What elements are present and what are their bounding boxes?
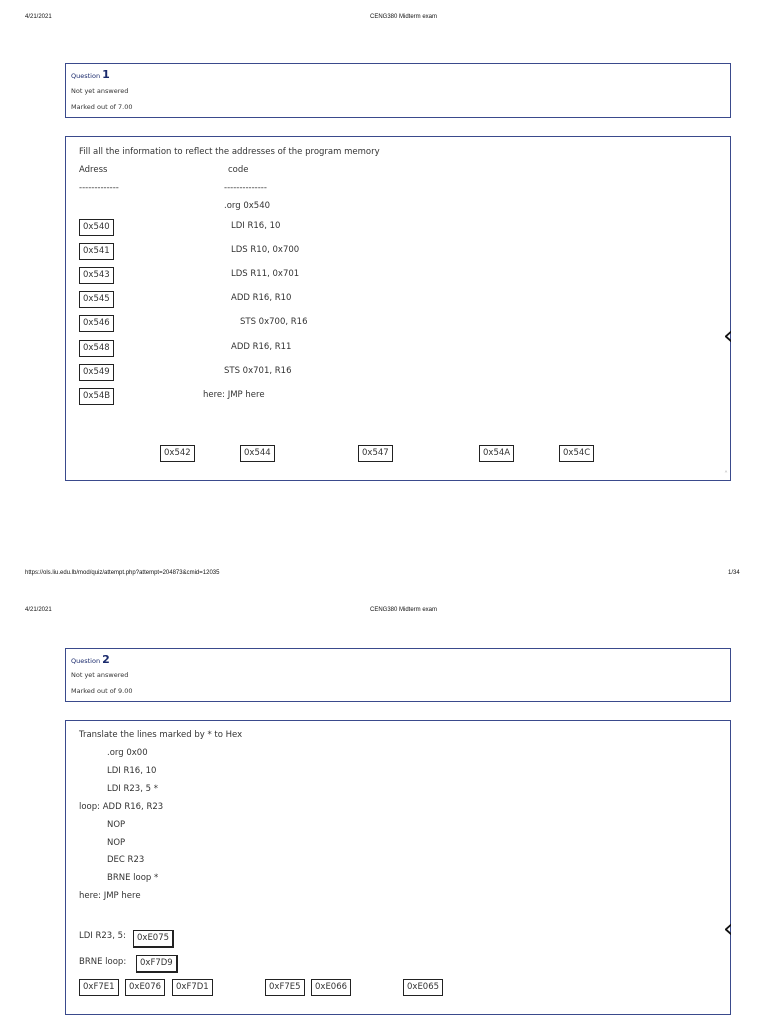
answer-option[interactable]: 0x54C <box>559 445 594 462</box>
question-marks: Marked out of 9.00 <box>71 687 133 695</box>
code-line: LDS R10, 0x700 <box>231 245 300 255</box>
question-status: Not yet answered <box>71 87 129 95</box>
question-label: Question <box>71 72 101 80</box>
asm-line: BRNE loop * <box>107 873 159 883</box>
question-marks: Marked out of 7.00 <box>71 103 133 111</box>
asm-line: NOP <box>107 838 126 848</box>
code-line: LDI R16, 10 <box>231 221 281 231</box>
address-drop-box[interactable]: 0x541 <box>79 243 114 260</box>
answer-option[interactable]: 0xF7D1 <box>172 979 213 996</box>
answer-option[interactable]: 0xF7E1 <box>79 979 119 996</box>
asm-line: NOP <box>107 820 126 830</box>
answer-option[interactable]: 0xF7E5 <box>265 979 305 996</box>
question-2-info <box>65 648 731 702</box>
page-title: CENG380 Midterm exam <box>370 14 438 20</box>
code-line: STS 0x700, R16 <box>240 317 308 327</box>
asm-line: loop: ADD R16, R23 <box>79 802 164 812</box>
answer-option[interactable]: 0x544 <box>240 445 275 462</box>
answer-option[interactable]: 0x542 <box>160 445 195 462</box>
chevron-up-icon[interactable]: ˄ <box>724 470 728 479</box>
address-drop-box[interactable]: 0x54B <box>79 388 114 405</box>
page-url: https://ols.liu.edu.lb/mod/quiz/attempt.php?attempt=204873&cmid=12035 <box>25 570 220 576</box>
code-line: here: JMP here <box>203 390 265 400</box>
divider-dashes: -------------- <box>224 183 267 193</box>
answer-label: LDI R23, 5: <box>79 931 126 941</box>
address-drop-box[interactable]: 0x540 <box>79 219 114 236</box>
code-line: LDS R11, 0x701 <box>231 269 300 279</box>
question-instruction: Fill all the information to reflect the addresses of the program memory <box>79 147 380 157</box>
page-number: 1/34 <box>728 570 740 576</box>
answer-drop-box[interactable]: 0xE075 <box>133 930 174 948</box>
code-line: ADD R16, R10 <box>231 293 292 303</box>
asm-line: LDI R16, 10 <box>107 766 157 776</box>
answer-option[interactable]: 0xE076 <box>125 979 165 996</box>
column-header-address: Adress <box>79 165 108 175</box>
answer-option[interactable]: 0x547 <box>358 445 393 462</box>
question-instruction: Translate the lines marked by * to Hex <box>79 730 243 740</box>
answer-option[interactable]: 0xE065 <box>403 979 443 996</box>
question-1-info <box>65 63 731 118</box>
asm-line: LDI R23, 5 * <box>107 784 158 794</box>
chevron-left-icon[interactable]: ‹ <box>723 321 734 351</box>
answer-option[interactable]: 0xE066 <box>311 979 351 996</box>
address-drop-box[interactable]: 0x546 <box>79 315 114 332</box>
question-status: Not yet answered <box>71 671 129 679</box>
question-label: Question <box>71 657 101 665</box>
address-drop-box[interactable]: 0x543 <box>79 267 114 284</box>
code-line: STS 0x701, R16 <box>224 366 292 376</box>
divider-dashes: ------------- <box>79 183 119 193</box>
asm-line: .org 0x00 <box>107 748 148 758</box>
address-drop-box[interactable]: 0x549 <box>79 364 114 381</box>
page-date: 4/21/2021 <box>25 607 52 613</box>
answer-option[interactable]: 0x54A <box>479 445 514 462</box>
answer-drop-box[interactable]: 0xF7D9 <box>136 955 178 973</box>
question-number: 1 <box>102 68 110 81</box>
asm-line: here: JMP here <box>79 891 141 901</box>
answer-label: BRNE loop: <box>79 957 127 967</box>
question-number: 2 <box>102 653 110 666</box>
org-directive: .org 0x540 <box>224 201 271 211</box>
chevron-left-icon[interactable]: ‹ <box>723 914 734 944</box>
code-line: ADD R16, R11 <box>231 342 292 352</box>
page-date: 4/21/2021 <box>25 14 52 20</box>
question-2-content <box>65 720 734 1015</box>
asm-line: DEC R23 <box>107 855 145 865</box>
address-drop-box[interactable]: 0x548 <box>79 340 114 357</box>
column-header-code: code <box>228 165 249 175</box>
question-1-content <box>65 136 734 481</box>
page-title: CENG380 Midterm exam <box>370 607 438 613</box>
address-drop-box[interactable]: 0x545 <box>79 291 114 308</box>
